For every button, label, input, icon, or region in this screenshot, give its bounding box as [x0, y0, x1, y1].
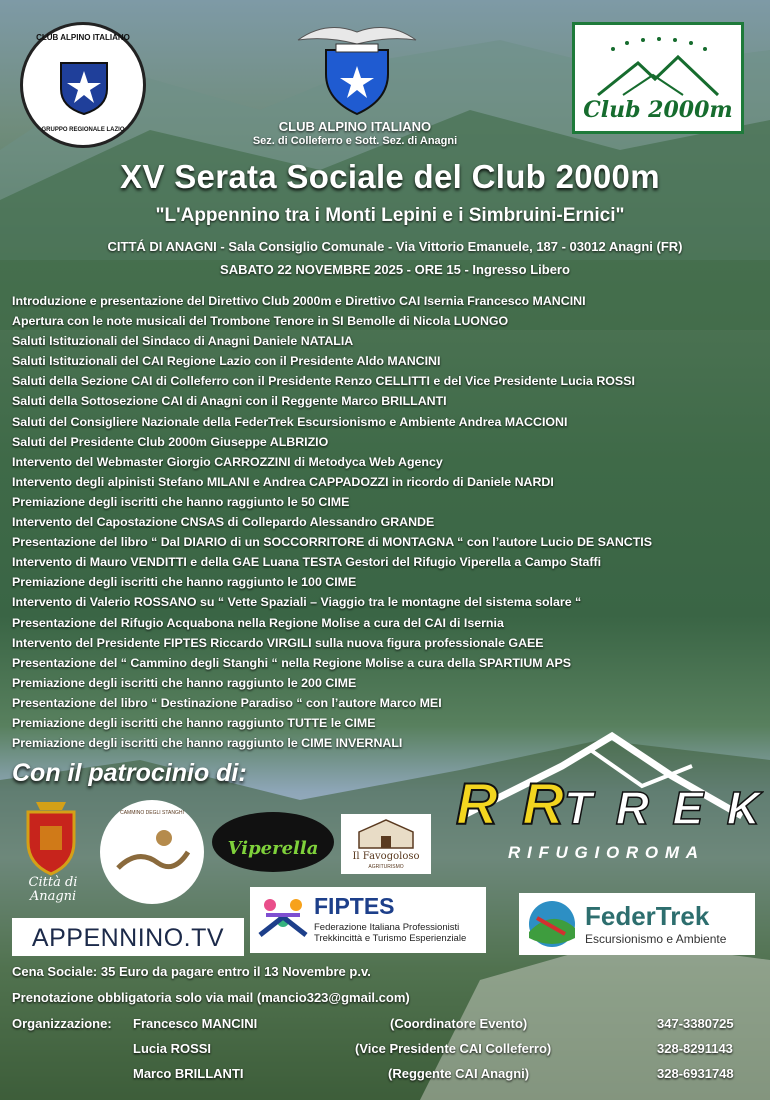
organization-label: Organizzazione: — [12, 1016, 112, 1031]
anagni-crest-icon — [22, 798, 80, 876]
organizer-name: Francesco MANCINI — [133, 1016, 258, 1031]
event-title: XV Serata Sociale del Club 2000m — [120, 158, 660, 195]
organizer-role: (Coordinatore Evento) — [390, 1016, 528, 1031]
program-list — [12, 291, 762, 753]
favogoloso-logo — [341, 814, 431, 874]
farmhouse-icon — [355, 818, 417, 850]
program-item: Apertura con le note musicali del Trombone Tenore in SI Bemolle di Nicola LUONGO — [12, 314, 509, 329]
org-title: CLUB ALPINO ITALIANO — [278, 119, 432, 134]
cena-info: Cena Sociale: 35 Euro da pagare entro il 13 Novembre p.v. — [12, 964, 371, 979]
fiptes-people-icon — [256, 895, 310, 945]
federtrek-title: FederTrek — [585, 901, 710, 931]
mountain-stars-icon — [593, 35, 723, 99]
program-item: Intervento del Webmaster Giorgio CARROZZINI di Metodyca Web Agency — [12, 454, 443, 469]
anagni-label: Città di Anagni — [28, 875, 78, 904]
club-2000m-logo — [572, 22, 744, 134]
organizer-role: (Reggente CAI Anagni) — [388, 1066, 530, 1081]
star-shield-icon — [59, 59, 109, 115]
event-venue: CITTÁ DI ANAGNI - Sala Consiglio Comunale - Via Vittorio Emanuele, 187 - 03012 Anagni (FR) — [107, 239, 683, 254]
prenotazione-info: Prenotazione obbligatoria solo via mail (mancio323@gmail.com) — [12, 990, 410, 1005]
organizer-name: Lucia ROSSI — [133, 1041, 212, 1056]
program-item: Premiazione degli iscritti che hanno raggiunto le 100 CIME — [12, 575, 357, 590]
svg-text:RIFUGIOROMA: RIFUGIOROMA — [508, 843, 698, 862]
favogoloso-text: Il Favogoloso — [352, 851, 420, 862]
organizer-phone: 347-3380725 — [657, 1016, 734, 1031]
program-item: Presentazione del libro “ Dal DIARIO di un SOCCORRITORE di MONTAGNA “ con l’autore Lucio DE SANCTIS — [12, 535, 653, 550]
cai-eagle-logo — [296, 14, 418, 116]
program-item: Saluti della Sezione CAI di Colleferro con il Presidente Renzo CELLITTI e del Vice Presidente Lucia ROSSI — [12, 374, 635, 389]
program-item: Presentazione del libro “ Destinazione Paradiso “ con l’autore Marco MEI — [12, 695, 442, 710]
club-2000m-text: Club 2000m — [583, 97, 733, 123]
federtrek-logo — [519, 893, 755, 955]
program-item: Intervento del Capostazione CNSAS di Collepardo Alessandro GRANDE — [12, 515, 435, 530]
fiptes-subtitle: Federazione Italiana Professionisti Trekkincittà e Turismo Esperienziale — [314, 922, 467, 944]
program-item: Premiazione degli iscritti che hanno raggiunto le 50 CIME — [12, 494, 350, 509]
program-item: Premiazione degli iscritti che hanno raggiunto le 200 CIME — [12, 675, 357, 690]
program-item: Introduzione e presentazione del Direttivo Club 2000m e Direttivo CAI Isernia Francesco MANCINI — [12, 294, 586, 308]
program-item: Intervento di Mauro VENDITTI e della GAE Luana TESTA Gestori del Rifugio Viperella a Campo Staffi — [12, 555, 602, 570]
fiptes-logo — [250, 887, 486, 953]
cai-logo-bottom-text: GRUPPO REGIONALE LAZIO — [41, 127, 125, 133]
appennino-text: APPENNINO.TV — [31, 924, 225, 952]
federtrek-globe-icon — [525, 898, 579, 950]
fiptes-title: FIPTES — [314, 893, 395, 919]
appennino-tv-logo — [12, 918, 244, 956]
organizer-phone: 328-6931748 — [657, 1066, 734, 1081]
cammino-text: CAMMINO DEGLI STANGHI — [120, 810, 184, 816]
patrocinio-heading: Con il patrocinio di: — [12, 759, 247, 787]
rrtrek-logo — [442, 726, 764, 866]
program-item: Saluti Istituzionali del CAI Regione Lazio con il Presidente Aldo MANCINI — [12, 354, 441, 369]
event-subtitle: "L'Appennino tra i Monti Lepini e i Simbruini-Ernici" — [155, 205, 625, 226]
cai-logo-top-text: CLUB ALPINO ITALIANO — [36, 33, 130, 42]
federtrek-subtitle: Escursionismo e Ambiente — [585, 932, 727, 946]
favogoloso-sub: AGRITURISMO — [368, 864, 404, 870]
organizer-name: Marco BRILLANTI — [133, 1066, 244, 1081]
program-item: Intervento di Valerio ROSSANO su “ Vette Spaziali – Viaggio tra le montagne del sistema solare “ — [12, 595, 582, 610]
cammino-stanghi-logo — [100, 800, 204, 904]
viperella-logo — [212, 812, 334, 872]
organizer-phone: 328-8291143 — [657, 1041, 733, 1056]
program-item: Saluti della Sottosezione CAI di Anagni con il Reggente Marco BRILLANTI — [12, 394, 447, 409]
program-item: Presentazione del “ Cammino degli Stanghi “ nella Regione Molise a cura della SPARTIUM APS — [12, 655, 572, 670]
program-item: Saluti Istituzionali del Sindaco di Anagni Daniele NATALIA — [12, 334, 354, 349]
event-date: SABATO 22 NOVEMBRE 2025 - ORE 15 - Ingresso Libero — [220, 262, 570, 277]
program-item: Premiazione degli iscritti che hanno raggiunto TUTTE le CIME — [12, 715, 376, 730]
program-item: Intervento del Presidente FIPTES Riccardo VIRGILI sulla nuova figura professionale GAEE — [12, 635, 544, 650]
program-item: Saluti del Consigliere Nazionale della FederTrek Escursionismo e Ambiente Andrea MACCIONI — [12, 414, 568, 429]
organizer-role: (Vice Presidente CAI Colleferro) — [355, 1041, 552, 1056]
program-item: Premiazione degli iscritti che hanno raggiunto le CIME INVERNALI — [12, 736, 403, 751]
cammino-path-icon — [108, 808, 196, 896]
program-item: Saluti del Presidente Club 2000m Giuseppe ALBRIZIO — [12, 434, 329, 449]
program-item: Presentazione del Rifugio Acquabona nella Regione Molise a cura del CAI di Isernia — [12, 615, 504, 630]
viperella-text: Viperella — [227, 838, 319, 859]
svg-text:TREK: TREK — [564, 782, 760, 834]
program-item: Intervento degli alpinisti Stefano MILANI e Andrea CAPPADOZZI in ricordo di Daniele NARDI — [12, 474, 554, 489]
org-subtitle: Sez. di Colleferro e Sott. Sez. di Anagni — [252, 135, 458, 147]
svg-text:RR: RR — [456, 772, 564, 837]
